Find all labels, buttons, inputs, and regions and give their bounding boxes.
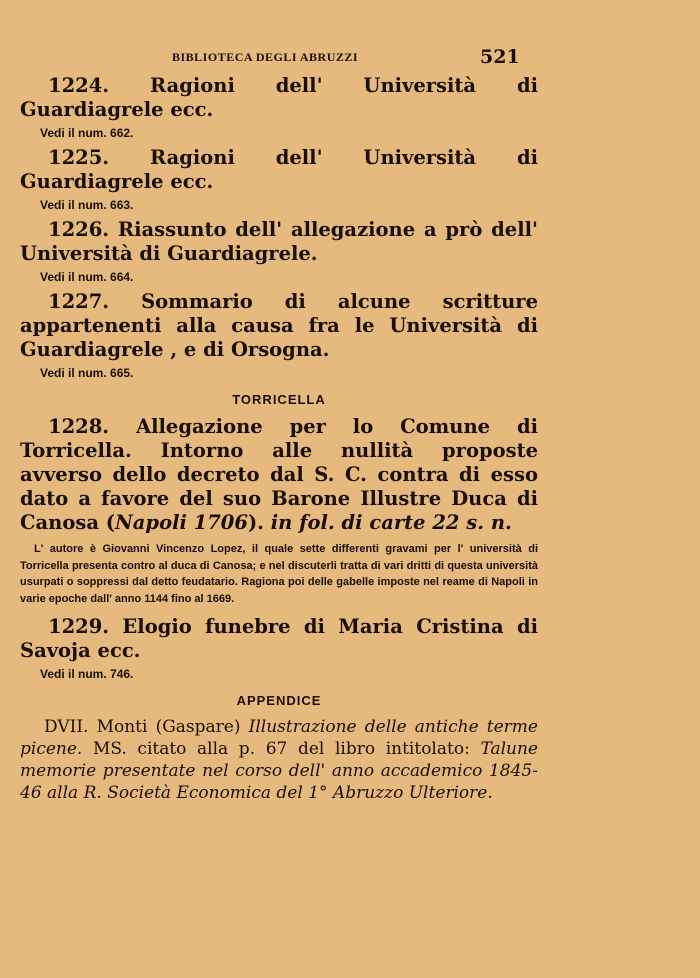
- entry-title: Elogio funebre di Maria Cristina di Savoja ecc.: [20, 615, 538, 662]
- entry-number: 1225.: [48, 146, 110, 169]
- entry-number: 1226.: [48, 218, 110, 241]
- section-heading-appendix: APPENDICE: [236, 693, 322, 708]
- entry-imprint: Napoli 1706: [114, 511, 248, 534]
- entry-title: Allegazione per lo Comune di Torricella. Intorno alle nullità proposte avverso dello decreto dal S. C. contra di esso dato a favore del suo Barone Illustre Duca di Canosa (: [20, 415, 538, 534]
- cross-reference: Vedi il num. 662.: [40, 126, 134, 140]
- section-heading-torricella: TORRICELLA: [232, 392, 326, 407]
- page-header: [0, 46, 700, 70]
- entry-number: 1224.: [48, 74, 110, 97]
- entry-1225: [20, 146, 538, 212]
- appendix-work: Talune memorie presentate nel corso dell' anno accademico 1845-46 alla R. Società Economica del 1° Abruzzo Ulteriore.: [20, 739, 538, 803]
- page-body: [20, 74, 538, 804]
- appendix-title: Illustrazione delle antiche terme picene.: [20, 717, 538, 759]
- cross-reference: Vedi il num. 663.: [40, 198, 134, 212]
- entry-title: Riassunto dell' allegazione a prò dell' Università di Guardiagrele.: [20, 218, 538, 265]
- entry-number: 1227.: [48, 290, 110, 313]
- bibliographic-note: L' autore è Giovanni Vincenzo Lopez, il quale sette differenti gravami per l' università di Torricella presenta contro al duca di Canosa; e nel discuterli tratta di vari dritti di questa università usurpati o soppressi dal detto feudatario. Ragiona poi delle gabelle imposte nel reame di Napoli in varie epoche dall' anno 1144 fino al 1669.: [20, 543, 538, 605]
- cross-reference: Vedi il num. 664.: [40, 270, 134, 284]
- entry-1226: [20, 218, 538, 284]
- appendix-entry: [20, 716, 538, 804]
- entry-1228: [20, 415, 538, 607]
- entry-number: 1228.: [48, 415, 110, 438]
- entry-title: Ragioni dell' Università di Guardiagrele ecc.: [20, 146, 538, 193]
- entry-1227: [20, 290, 538, 380]
- entry-1224: [20, 74, 538, 140]
- entry-format: in fol. di carte 22 s. n.: [270, 511, 512, 534]
- entry-number: 1229.: [48, 615, 110, 638]
- page-number: 521: [480, 46, 520, 68]
- appendix-middle: MS. citato alla p. 67 del libro intitolato:: [92, 739, 470, 759]
- running-title: BIBLIOTECA DEGLI ABRUZZI: [172, 50, 359, 64]
- entry-title: Sommario di alcune scritture appartenenti alla causa fra le Università di Guardiagrele , e di Orsogna.: [20, 290, 538, 361]
- cross-reference: Vedi il num. 746.: [40, 667, 134, 681]
- entry-imprint-close: ).: [247, 511, 264, 534]
- entry-1229: [20, 615, 538, 681]
- cross-reference: Vedi il num. 665.: [40, 366, 134, 380]
- appendix-label: DVII. Monti (Gaspare): [44, 717, 241, 737]
- entry-title: Ragioni dell' Università di Guardiagrele ecc.: [20, 74, 538, 121]
